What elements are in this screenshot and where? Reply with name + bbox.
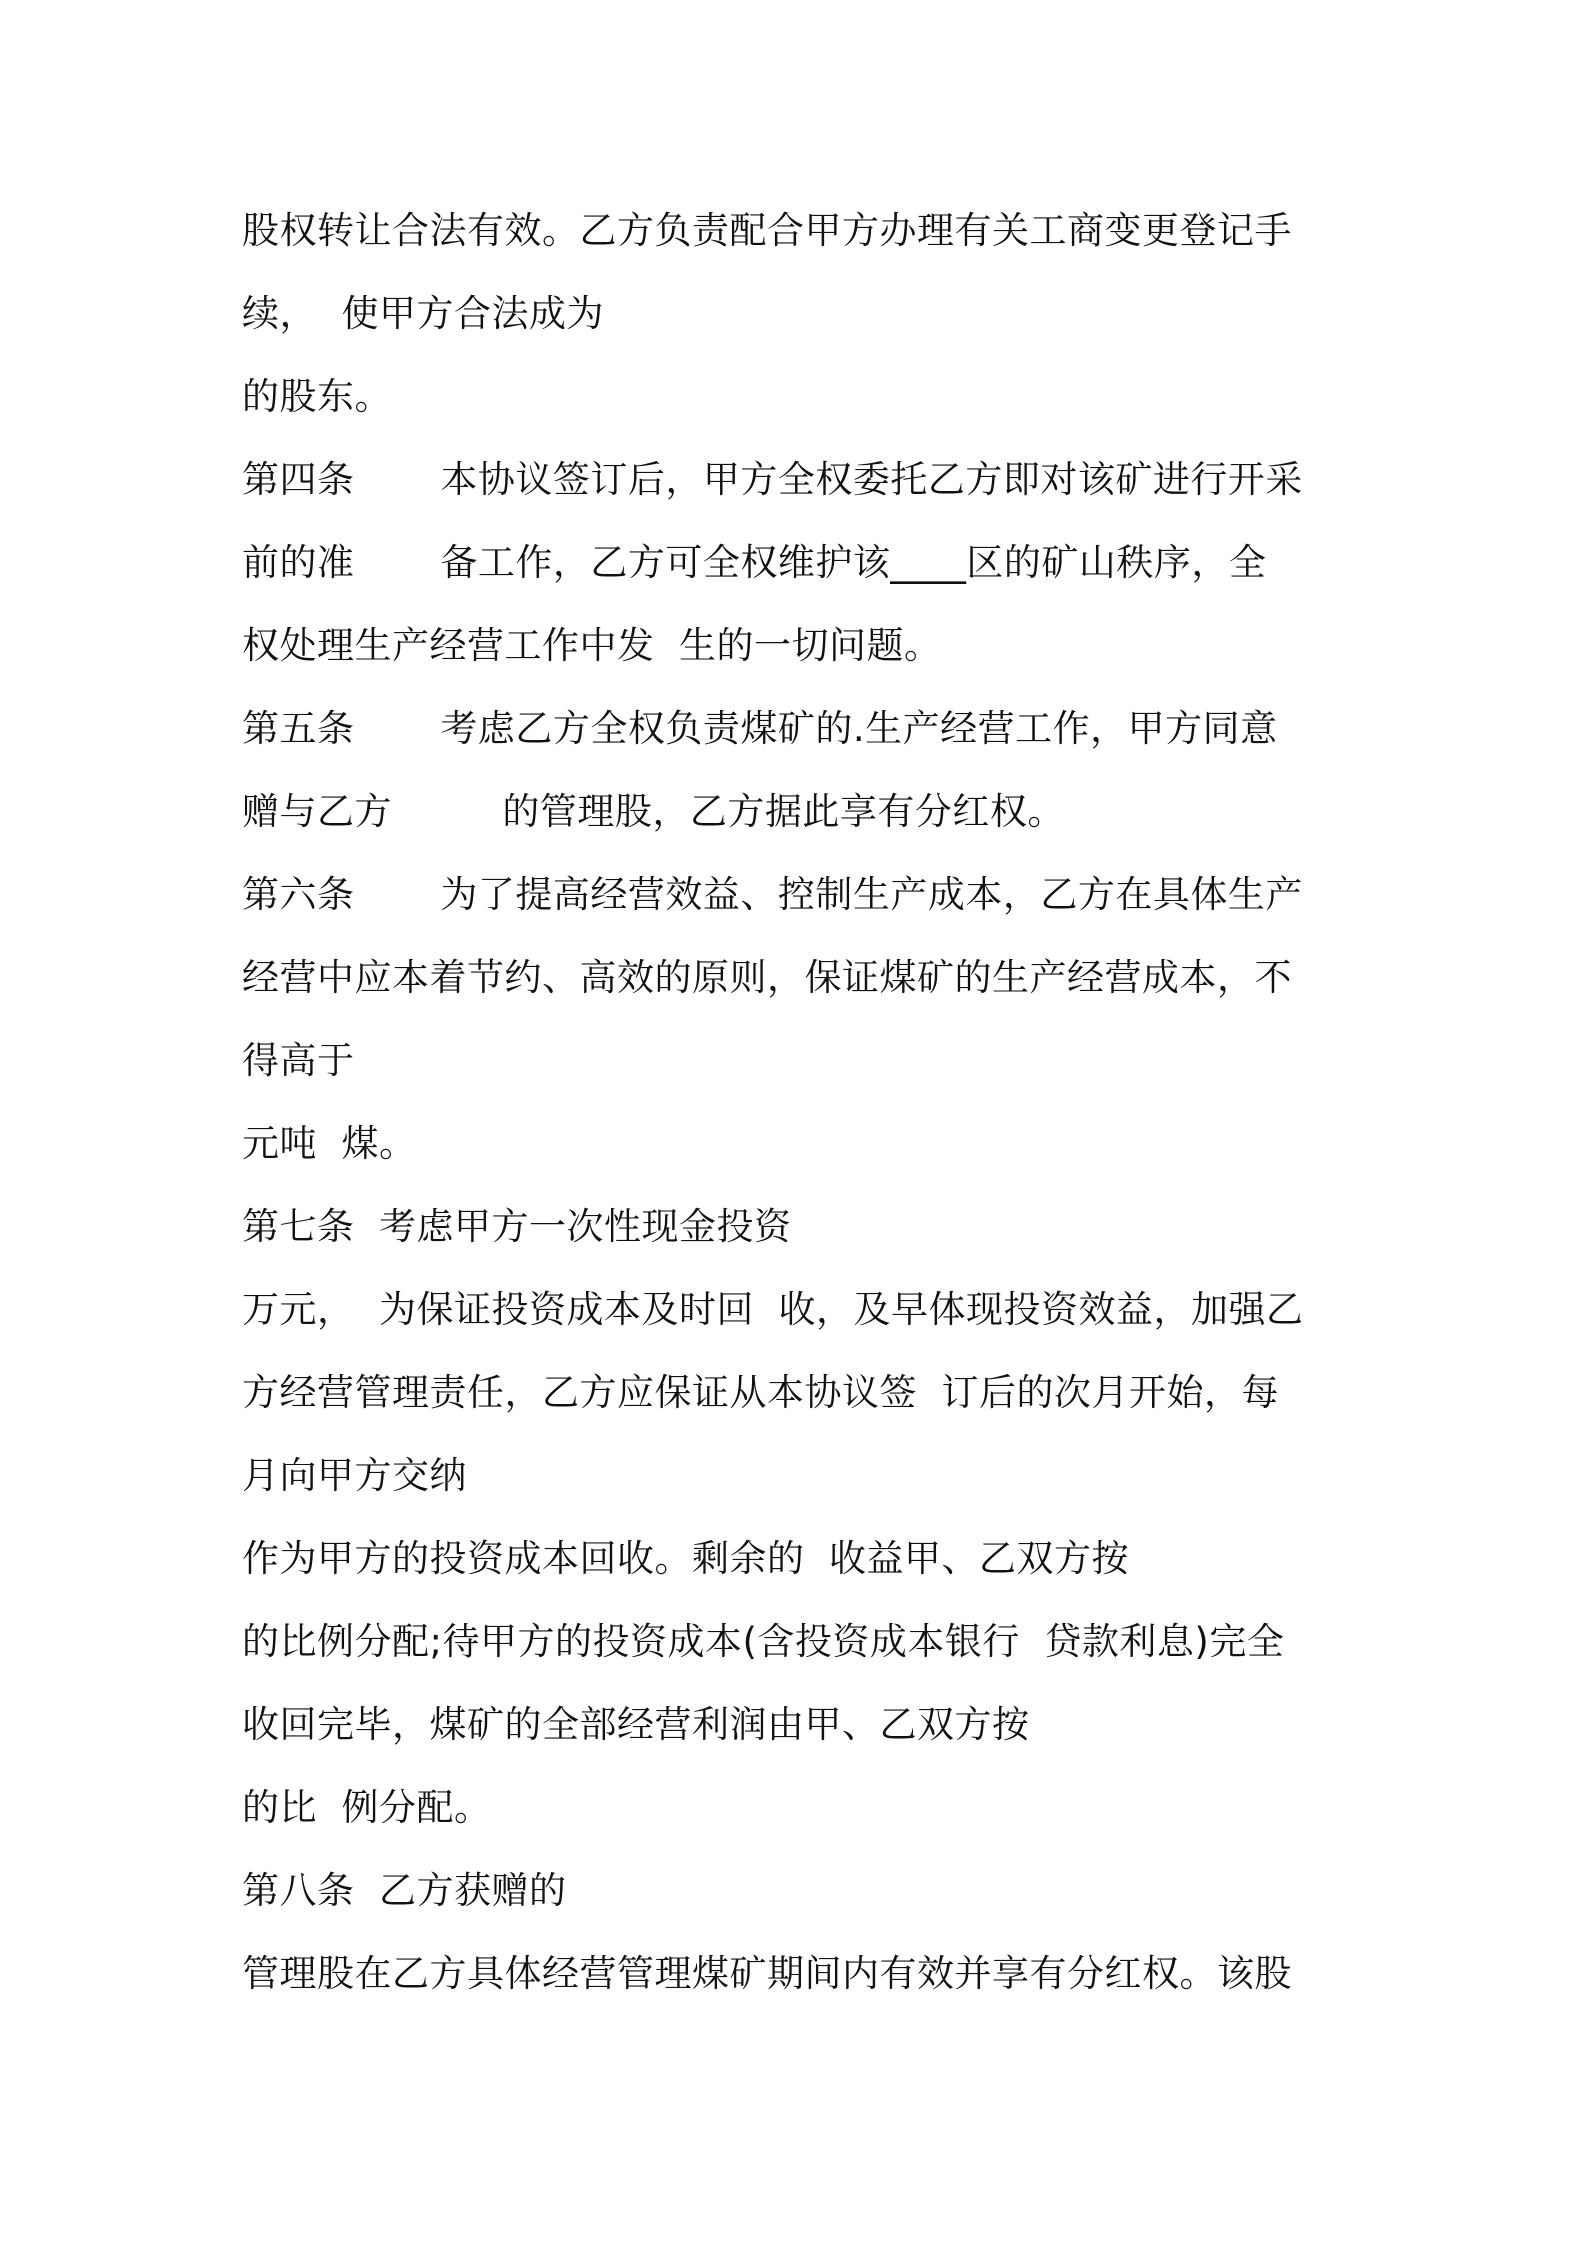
- text-line: 元吨 煤。: [242, 1122, 417, 1165]
- text-line: 股权转让合法有效。乙方负责配合甲方办理有关工商变更登记手: [242, 209, 1292, 252]
- text-line: 第四条 本协议签订后，甲方全权委托乙方即对该矿进行开采: [242, 458, 1303, 501]
- text-line: 的比例分配;待甲方的投资成本(含投资成本银行 贷款利息)完全: [242, 1620, 1285, 1663]
- text-line: 的比 例分配。: [242, 1786, 492, 1829]
- text-line: 作为甲方的投资成本回收。剩余的 收益甲、乙双方按: [242, 1537, 1130, 1580]
- text-line: 续， 使甲方合法成为: [242, 292, 605, 335]
- text-line: 的股东。: [242, 375, 392, 418]
- text-line: 第八条 乙方获赠的: [242, 1869, 567, 1912]
- text-line: 第六条 为了提高经营效益、控制生产成本，乙方在具体生产: [242, 873, 1303, 916]
- text-line: 权处理生产经营工作中发 生的一切问题。: [242, 624, 942, 667]
- text-line: 第五条 考虑乙方全权负责煤矿的.生产经营工作，甲方同意: [242, 707, 1278, 750]
- text-line: 第七条 考虑甲方一次性现金投资: [242, 1205, 792, 1248]
- text-line: 收回完毕，煤矿的全部经营利润由甲、乙双方按: [242, 1703, 1030, 1746]
- text-line: 月向甲方交纳: [242, 1454, 467, 1497]
- text-line: 管理股在乙方具体经营管理煤矿期间内有效并享有分红权。该股: [242, 1952, 1292, 1995]
- text-line: 经营中应本着节约、高效的原则，保证煤矿的生产经营成本，不: [242, 956, 1292, 999]
- text-line: 赠与乙方 的管理股，乙方据此享有分红权。: [242, 790, 1065, 833]
- text-line: 方经营管理责任，乙方应保证从本协议签 订后的次月开始，每: [242, 1371, 1280, 1414]
- text-line: 得高于: [242, 1039, 355, 1082]
- text-line: 万元， 为保证投资成本及时回 收，及早体现投资效益，加强乙: [242, 1288, 1304, 1331]
- text-line: 前的准 备工作，乙方可全权维护该____区的矿山秩序，全: [242, 541, 1267, 584]
